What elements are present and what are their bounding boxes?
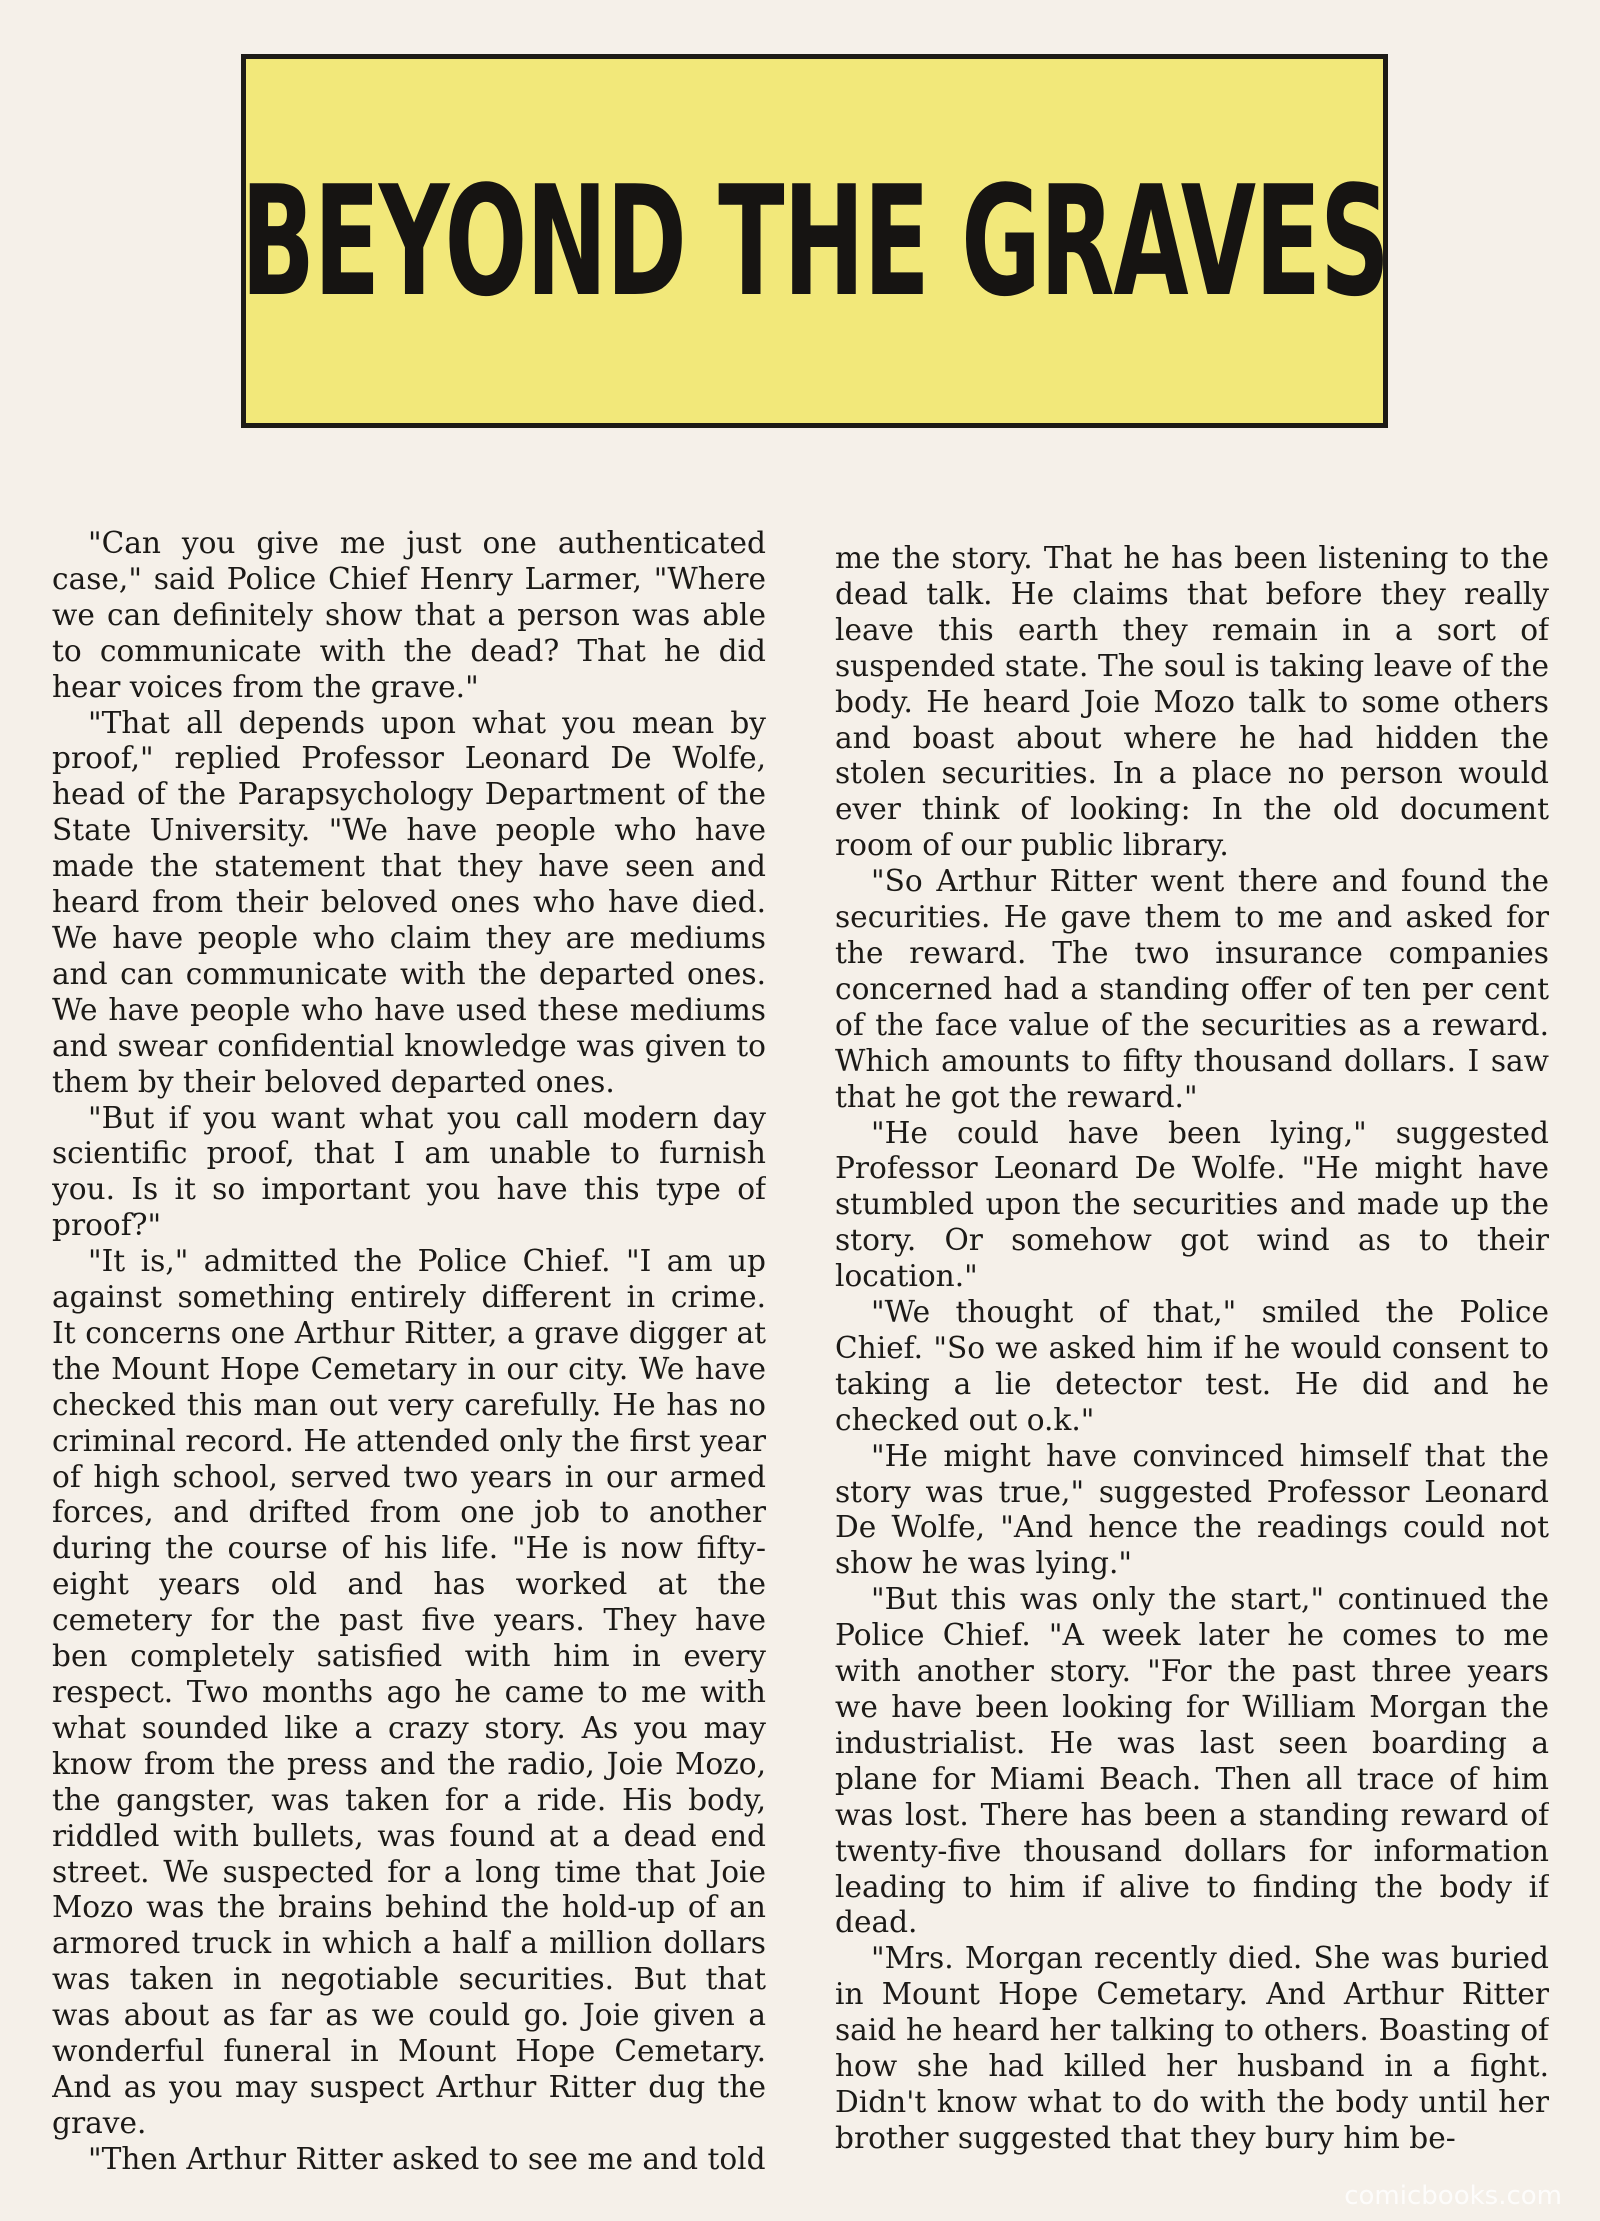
watermark: comicbooks.com: [1344, 2181, 1562, 2211]
paragraph: "Then Arthur Ritter asked to see me and told: [88, 2141, 766, 2176]
paragraph: "We thought of that," smiled the Police Chief. "So we asked him if he would consent to taking a lie detector test. He did and he checked out o.k.": [835, 1295, 1549, 1437]
paragraph: "Can you give me just one authenticated case," said Police Chief Henry Larmer, "Where we can definitely show that a person was able to communicate with the dead? That he did hear voices from the grave.": [52, 526, 766, 704]
paragraph: me the story. That he has been listening to the dead talk. He claims that before they really leave this earth they remain in a sort of suspended state. The soul is taking leave of the body. He heard Joie Mozo talk to some others and boast about where he had hidden the stolen securities. In a place no person would ever think of looking: In the old document room of our public library.: [835, 541, 1549, 863]
story-title: BEYOND THE GRAVES: [240, 152, 1389, 330]
title-banner: [241, 54, 1388, 428]
paragraph: "But if you want what you call modern day scientific proof, that I am unable to furnish you. Is it so important you have this type of proof?": [52, 1100, 766, 1243]
paragraph: "So Arthur Ritter went there and found the securities. He gave them to me and asked for the reward. The two insurance companies concerned had a standing offer of ten per cent of the face value of the securities as a reward. Which amounts to fifty thousand dollars. I saw that he got the reward.": [835, 864, 1549, 1114]
paragraph: "It is," admitted the Police Chief. "I am up against something entirely different in crime. It concerns one Arthur Ritter, a grave digger at the Mount Hope Cemetary in our city. We have checked this man out very carefully. He has no criminal record. He attended only the first year of high school, served two years in our armed forces, and drifted from one job to another during the course of his life. "He is now fifty-eight years old and has worked at the cemetery for the past five years. They have ben completely satisfied with him in every respect. Two months ago he came to me with what sounded like a crazy story. As you may know from the press and the radio, Joie Mozo, the gangster, was taken for a ride. His body, riddled with bullets, was found at a dead end street. We suspected for a long time that Joie Mozo was the brains behind the hold-up of an armored truck in which a half a million dollars was taken in negotiable securities. But that was about as far as we could go. Joie given a wonderful funeral in Mount Hope Cemetary. And as you may suspect Arthur Ritter dug the grave.: [52, 1244, 766, 2140]
right-column: [835, 541, 1549, 2221]
paragraph: "He might have convinced himself that the story was true," suggested Professor Leonard De Wolfe, "And hence the readings could not show he was lying.": [835, 1438, 1549, 1581]
left-column: [52, 526, 766, 2206]
paragraph: "Mrs. Morgan recently died. She was buried in Mount Hope Cemetary. And Arthur Ritter said he heard her talking to others. Boasting of how she had killed her husband in a fight. Didn't know what to do with the body until her brother suggested that they bury him be-: [835, 1941, 1549, 2155]
paragraph: "That all depends upon what you mean by proof," replied Professor Leonard De Wolfe, head of the Parapsychology Department of the State University. "We have people who have made the statement that they have seen and heard from their beloved ones who have died. We have people who claim they are mediums and can communicate with the departed ones. We have people who have used these mediums and swear confidential knowledge was given to them by their beloved departed ones.: [52, 705, 766, 1099]
paragraph: "But this was only the start," continued the Police Chief. "A week later he comes to me with another story. "For the past three years we have been looking for William Morgan the industrialist. He was last seen boarding a plane for Miami Beach. Then all trace of him was lost. There has been a standing reward of twenty-five thousand dollars for information leading to him if alive to finding the body if dead.: [835, 1582, 1549, 1940]
paragraph: "He could have been lying," suggested Professor Leonard De Wolfe. "He might have stumbled upon the securities and made up the story. Or somehow got wind as to their location.": [835, 1115, 1549, 1294]
